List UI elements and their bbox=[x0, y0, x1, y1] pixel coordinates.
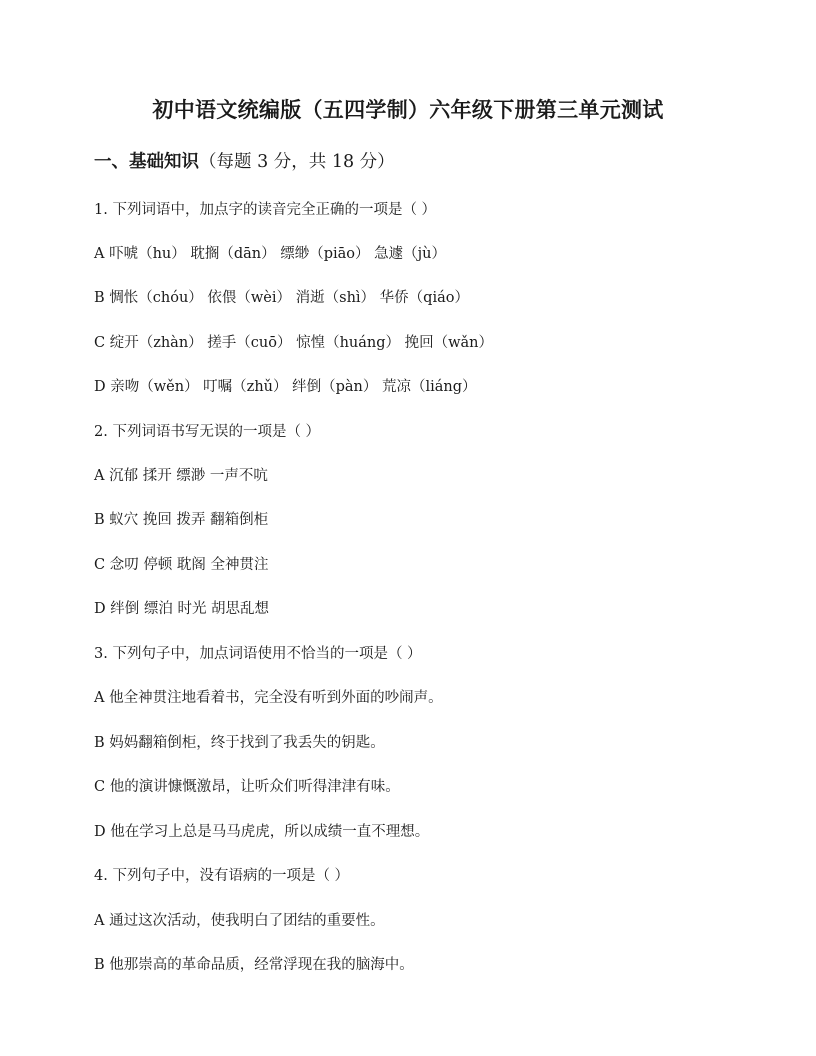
question-2-option-c: C 念叨 停顿 耽阁 全神贯注 bbox=[94, 557, 269, 573]
question-2-option-d: D 绊倒 缥泊 时光 胡思乱想 bbox=[94, 601, 270, 617]
question-3-option-c: C 他的演讲慷慨激昂，让听众们听得津津有味。 bbox=[94, 779, 400, 795]
section-score-note: （每题 3 分，共 18 分） bbox=[199, 152, 395, 172]
document-title: 初中语文统编版（五四学制）六年级下册第三单元测试 bbox=[152, 97, 664, 122]
question-1: 1. 下列词语中，加点字的读音完全正确的一项是（ ） bbox=[94, 202, 437, 218]
question-3: 3. 下列句子中，加点词语使用不恰当的一项是（ ） bbox=[94, 646, 422, 662]
question-1-option-a: A 吓唬（hu） 耽搁（dān） 缥缈（piāo） 急遽（jù） bbox=[94, 246, 446, 262]
question-3-option-a: A 他全神贯注地看着书，完全没有听到外面的吵闹声。 bbox=[94, 690, 443, 706]
question-3-option-d: D 他在学习上总是马马虎虎，所以成绩一直不理想。 bbox=[94, 824, 430, 840]
question-1-option-c: C 绽开（zhàn） 搓手（cuō） 惊惶（huáng） 挽回（wǎn） bbox=[94, 335, 494, 351]
question-3-option-b: B 妈妈翻箱倒柜，终于找到了我丢失的钥匙。 bbox=[94, 735, 385, 751]
question-2-option-b: B 蚁穴 挽回 拨弄 翻箱倒柜 bbox=[94, 512, 269, 528]
question-4-option-b: B 他那崇高的革命品质，经常浮现在我的脑海中。 bbox=[94, 957, 414, 973]
question-4: 4. 下列句子中，没有语病的一项是（ ） bbox=[94, 868, 350, 884]
question-1-option-d: D 亲吻（wěn） 叮嘱（zhǔ） 绊倒（pàn） 荒凉（liáng） bbox=[94, 379, 477, 395]
question-2-option-a: A 沉郁 揉开 缥渺 一声不吭 bbox=[94, 468, 268, 484]
question-4-option-a: A 通过这次活动，使我明白了团结的重要性。 bbox=[94, 913, 385, 929]
section-heading bbox=[94, 148, 395, 173]
section-title: 一、基础知识 bbox=[94, 152, 199, 172]
question-1-option-b: B 惆怅（chóu） 依偎（wèi） 消逝（shì） 华侨（qiáo） bbox=[94, 290, 469, 306]
question-2: 2. 下列词语书写无误的一项是（ ） bbox=[94, 424, 321, 440]
